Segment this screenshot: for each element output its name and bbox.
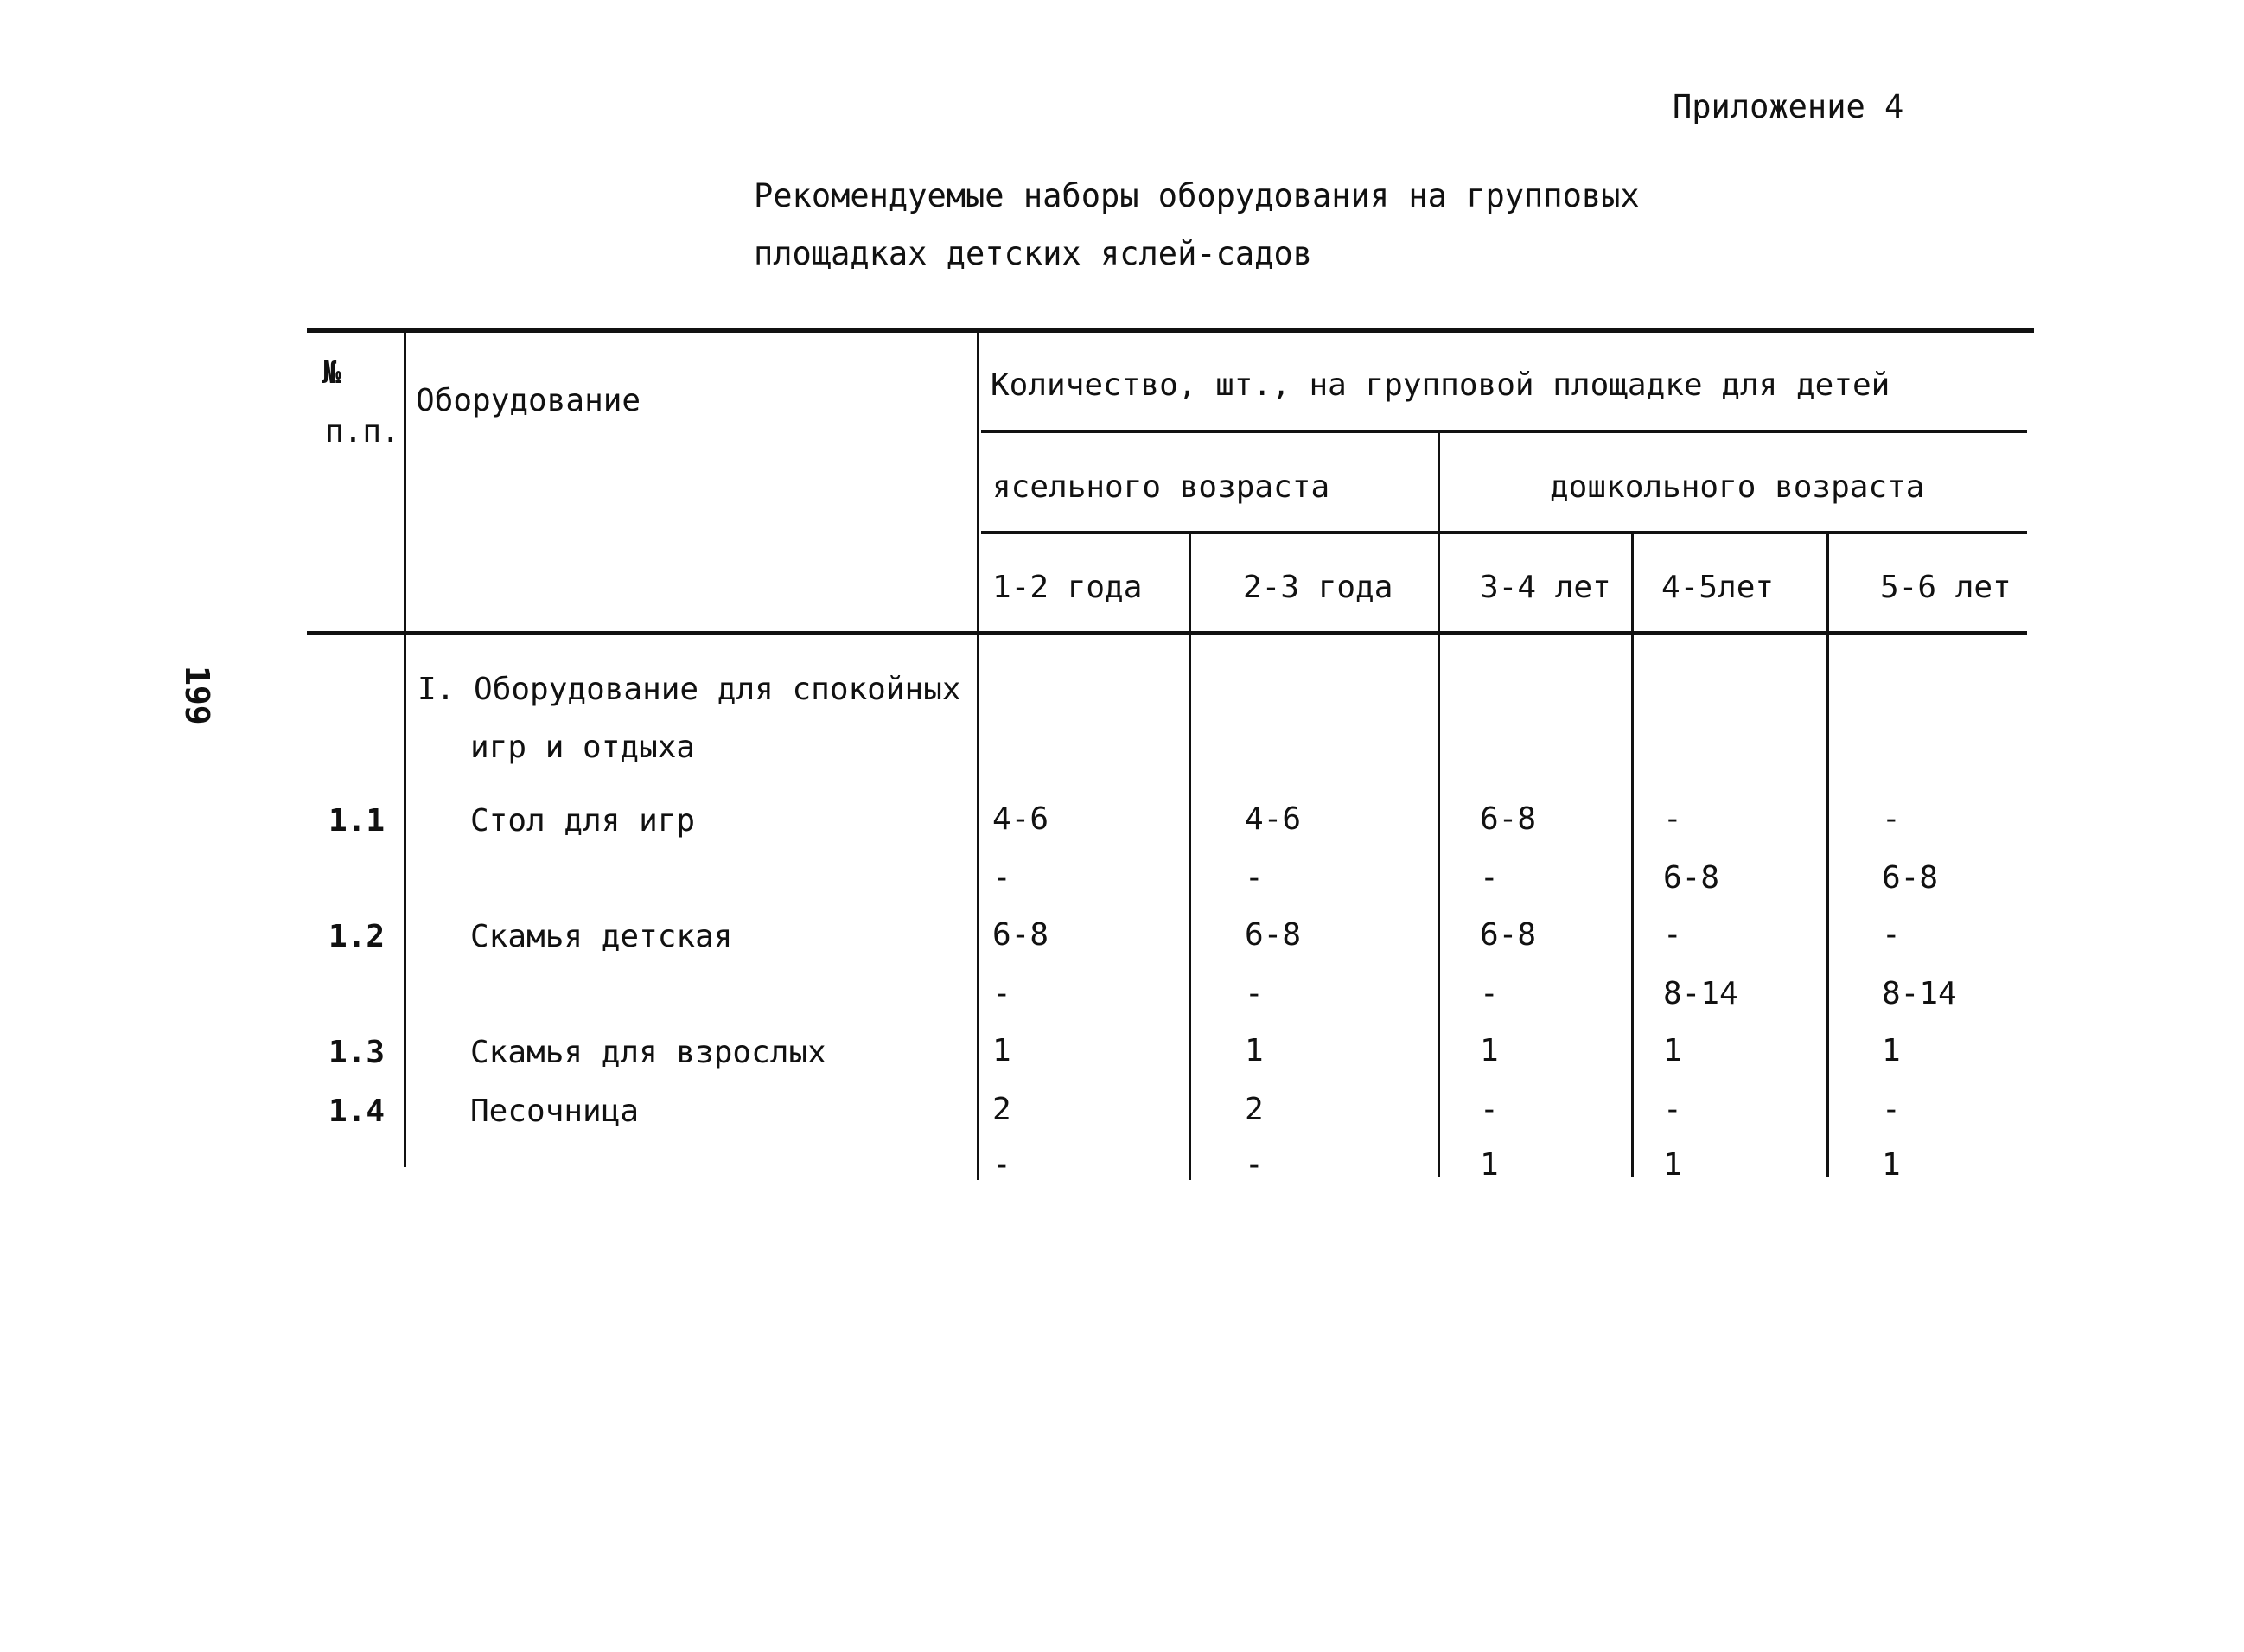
cell-age-5-6: -: [1882, 917, 1901, 953]
cell-age-3-4: -: [1480, 860, 1499, 896]
cell-age-2-3: -: [1245, 1147, 1264, 1183]
section-heading-line-2: игр и отдыха: [470, 730, 696, 765]
cell-age-2-3: -: [1245, 860, 1264, 896]
divider-col-3-4: [1631, 533, 1634, 1177]
divider-equipment-quantity: [977, 333, 979, 1180]
cell-age-2-3: 4-6: [1245, 801, 1302, 837]
cell-age-3-4: 6-8: [1480, 917, 1537, 953]
cell-age-4-5: 8-14: [1663, 976, 1738, 1011]
header-num-symbol: №: [322, 355, 341, 391]
row-name: Скамья для взрослых: [470, 1035, 826, 1070]
cell-age-3-4: -: [1480, 976, 1499, 1011]
cell-age-1-2: 4-6: [992, 801, 1049, 837]
cell-age-1-2: -: [992, 1147, 1011, 1183]
cell-age-1-2: -: [992, 976, 1011, 1011]
row-name: Песочница: [470, 1094, 640, 1129]
cell-age-4-5: -: [1663, 1092, 1682, 1127]
cell-age-1-2: -: [992, 860, 1011, 896]
header-age-1-2: 1-2 года: [992, 570, 1143, 605]
cell-age-1-2: 2: [992, 1092, 1011, 1127]
header-age-4-5: 4-5лет: [1661, 570, 1775, 605]
cell-age-2-3: 6-8: [1245, 917, 1302, 953]
row-num: 1.4: [328, 1094, 386, 1129]
document-title-line-1: Рекомендуемые наборы оборудования на групповых: [754, 177, 1640, 214]
cell-age-4-5: -: [1663, 917, 1682, 953]
header-bottom-rule: [307, 631, 2027, 635]
appendix-label: Приложение 4: [1673, 88, 1904, 125]
header-age-2-3: 2-3 года: [1243, 570, 1393, 605]
divider-num-equipment: [404, 333, 406, 1167]
cell-age-5-6: -: [1882, 801, 1901, 837]
header-equipment: Оборудование: [416, 383, 641, 418]
row-num: 1.3: [328, 1035, 386, 1070]
document-title-line-2: площадках детских яслей-садов: [754, 235, 1313, 272]
cell-age-2-3: 2: [1245, 1092, 1264, 1127]
header-quantity: Количество, шт., на групповой площадке для детей: [991, 367, 1890, 403]
header-age-3-4: 3-4 лет: [1480, 570, 1611, 605]
quantity-header-rule: [981, 430, 2027, 433]
header-nursery-age: ясельного возраста: [992, 469, 1330, 505]
cell-age-2-3: -: [1245, 976, 1264, 1011]
cell-age-1-2: 1: [992, 1033, 1011, 1068]
cell-age-3-4: 1: [1480, 1147, 1499, 1183]
cell-age-5-6: 1: [1882, 1147, 1901, 1183]
row-num: 1.2: [328, 919, 386, 954]
cell-age-4-5: 1: [1663, 1147, 1682, 1183]
cell-age-5-6: 1: [1882, 1033, 1901, 1068]
cell-age-4-5: 6-8: [1663, 860, 1720, 896]
divider-col-1-2: [1189, 533, 1191, 1180]
cell-age-2-3: 1: [1245, 1033, 1264, 1068]
cell-age-5-6: 8-14: [1882, 976, 1957, 1011]
header-age-5-6: 5-6 лет: [1880, 570, 2011, 605]
cell-age-4-5: 1: [1663, 1033, 1682, 1068]
age-group-rule: [981, 531, 2027, 534]
section-heading-line-1: I. Оборудование для спокойных: [418, 672, 961, 707]
cell-age-5-6: 6-8: [1882, 860, 1939, 896]
cell-age-3-4: 1: [1480, 1033, 1499, 1068]
row-name: Скамья детская: [470, 919, 733, 954]
table-top-rule: [307, 328, 2034, 333]
divider-nursery-preschool: [1438, 432, 1440, 1177]
row-num: 1.1: [328, 803, 386, 839]
cell-age-3-4: -: [1480, 1092, 1499, 1127]
header-preschool-age: дошкольного возраста: [1550, 469, 1925, 505]
divider-col-4-5: [1826, 533, 1829, 1177]
cell-age-3-4: 6-8: [1480, 801, 1537, 837]
cell-age-4-5: -: [1663, 801, 1682, 837]
cell-age-1-2: 6-8: [992, 917, 1049, 953]
cell-age-5-6: -: [1882, 1092, 1901, 1127]
header-num-label: п.п.: [325, 414, 400, 450]
page-number: 199: [178, 666, 216, 725]
row-name: Стол для игр: [470, 803, 696, 839]
